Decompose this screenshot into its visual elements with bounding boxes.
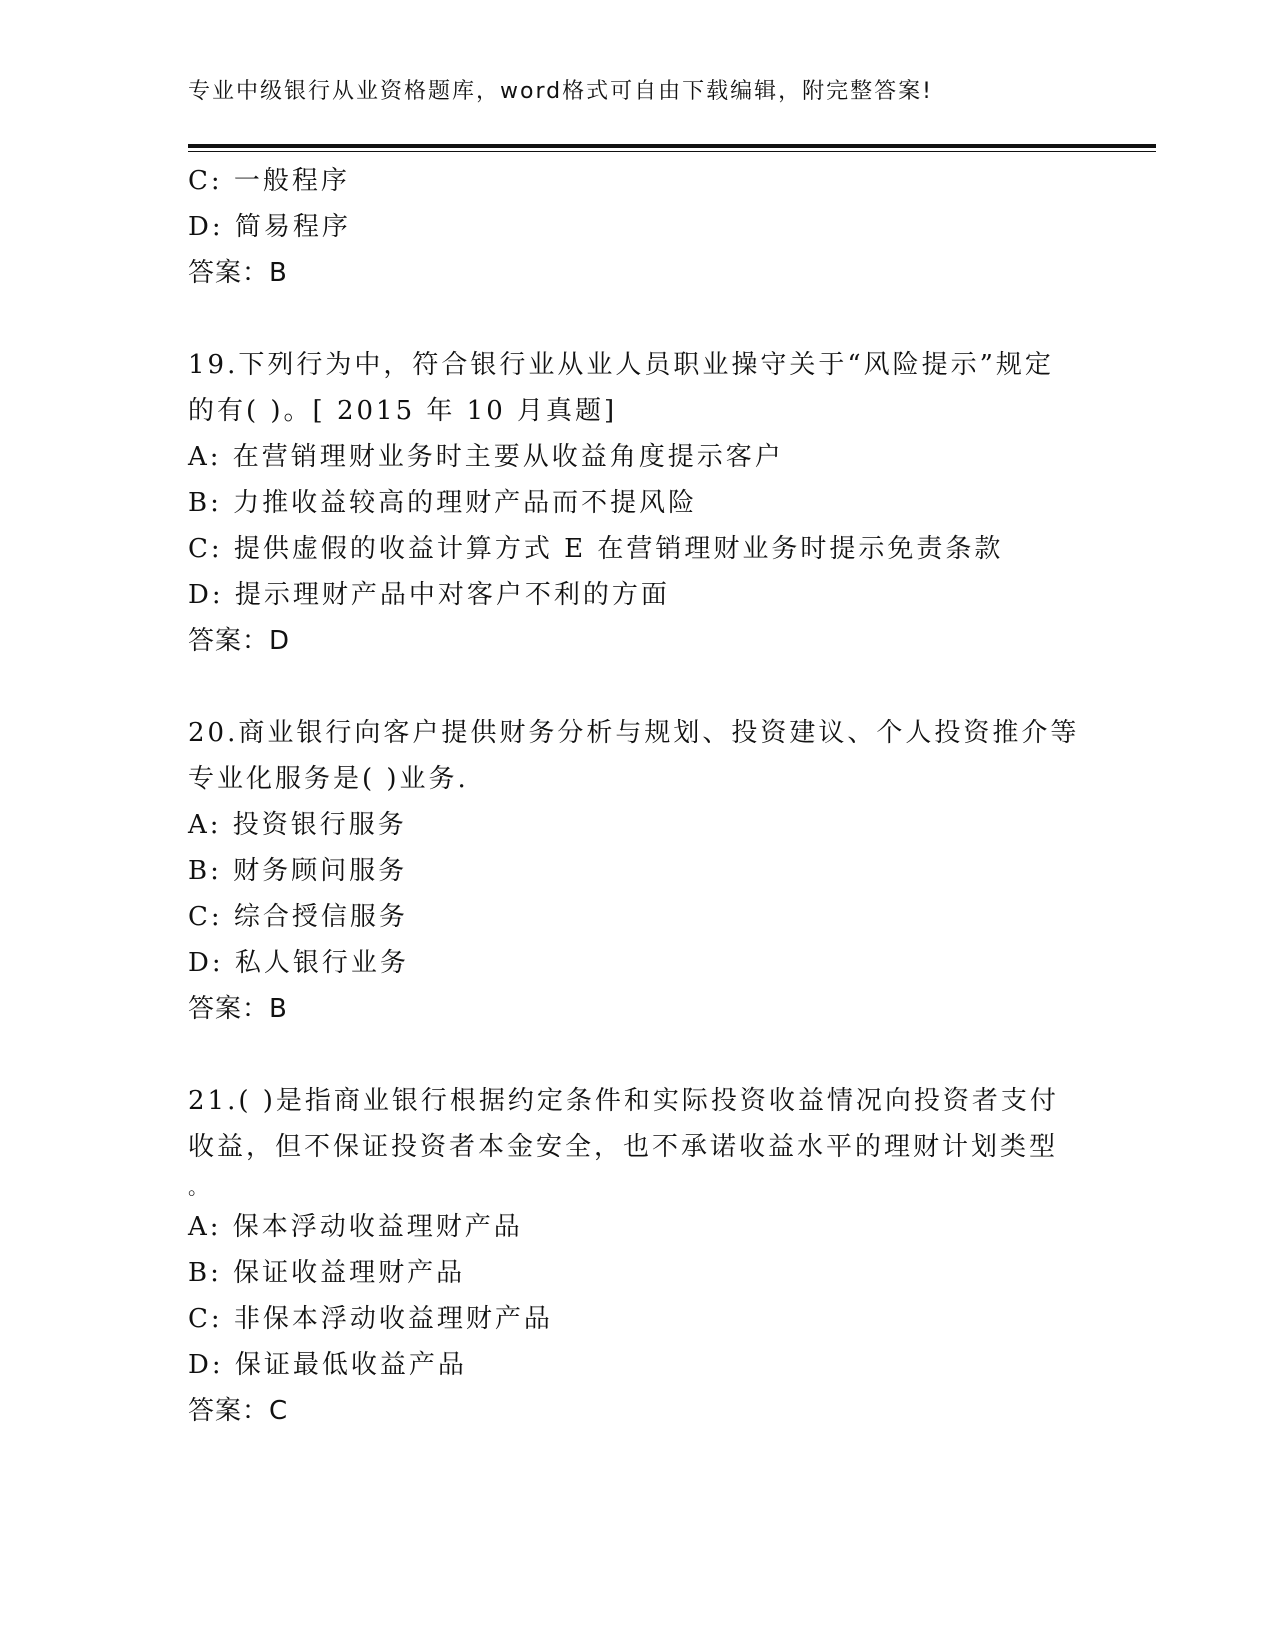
option-c: C: 非保本浮动收益理财产品 [188, 1304, 553, 1334]
header-rule-thick [188, 144, 1156, 148]
question-stem-line: 20.商业银行向客户提供财务分析与规划、投资建议、个人投资推介等 [188, 718, 1080, 748]
question-stem-line: 。 [188, 1175, 211, 1199]
option-b: B: 力推收益较高的理财产品而不提风险 [188, 488, 698, 518]
option-a: A: 保本浮动收益理财产品 [188, 1212, 523, 1242]
question-21 [188, 1078, 1108, 1434]
question-stem-line: 收益，但不保证投资者本金安全，也不承诺收益水平的理财计划类型 [188, 1132, 1059, 1162]
question-stem-line: 专业化服务是( )业务. [188, 764, 469, 794]
document-body [188, 158, 1108, 1434]
answer-line: 答案：B [188, 258, 288, 288]
option-c: C: 综合授信服务 [188, 902, 408, 932]
answer-line: 答案：B [188, 994, 288, 1024]
option-d: D: 私人银行业务 [188, 948, 409, 978]
option-a: A: 投资银行服务 [188, 810, 407, 840]
header-rule-thin [188, 151, 1156, 152]
option-a: A: 在营销理财业务时主要从收益角度提示客户 [188, 442, 784, 472]
question-stem-line: 19.下列行为中，符合银行业从业人员职业操守关于“风险提示”规定 [188, 350, 1054, 380]
question-19 [188, 342, 1108, 664]
option-c: C: 一般程序 [188, 166, 350, 196]
option-b: B: 保证收益理财产品 [188, 1258, 466, 1288]
option-d: D: 简易程序 [188, 212, 351, 242]
option-b: B: 财务顾问服务 [188, 856, 408, 886]
option-c: C: 提供虚假的收益计算方式 E 在营销理财业务时提示免责条款 [188, 534, 1004, 564]
prev-question-block [188, 158, 1108, 296]
answer-line: 答案：C [188, 1396, 289, 1426]
page-header: 专业中级银行从业资格题库，word格式可自由下载编辑，附完整答案! [188, 79, 933, 104]
question-stem-line: 21.( )是指商业银行根据约定条件和实际投资收益情况向投资者支付 [188, 1086, 1059, 1116]
answer-line: 答案：D [188, 626, 291, 656]
question-20 [188, 710, 1108, 1032]
option-d: D: 提示理财产品中对客户不利的方面 [188, 580, 670, 610]
question-stem-line: 的有( )。[ 2015 年 10 月真题] [188, 396, 618, 426]
option-d: D: 保证最低收益产品 [188, 1350, 467, 1380]
